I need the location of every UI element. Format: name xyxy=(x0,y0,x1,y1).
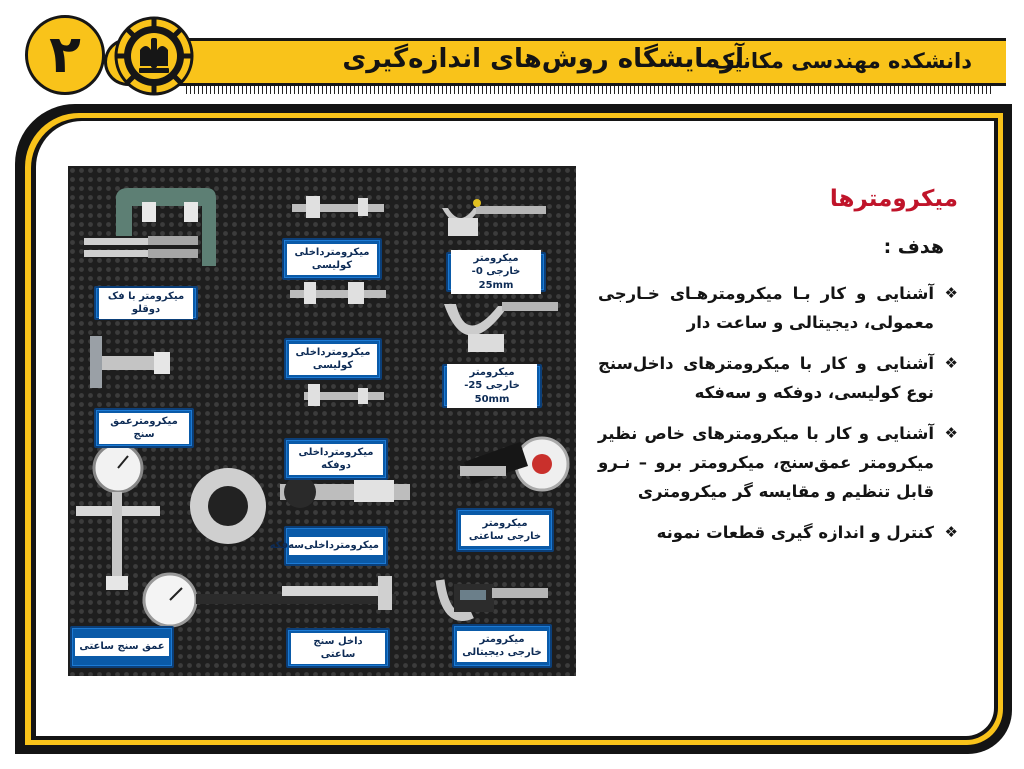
slide-number: ۲ xyxy=(25,15,105,95)
photo-label: میکرومترداخلی کولیسی xyxy=(282,238,382,280)
photo-label: میکرومترداخلی‌سه‌فکه xyxy=(284,526,388,566)
photo-label: عمق سنج ساعتی xyxy=(70,626,174,668)
photo-label: میکرومتر با فک دوقلو xyxy=(94,286,198,320)
bullet-marker-icon: ❖ xyxy=(944,424,958,442)
university-logo xyxy=(114,16,194,96)
goal-heading: هدف : xyxy=(883,236,944,258)
header-band xyxy=(104,38,1006,86)
bullet-marker-icon: ❖ xyxy=(944,284,958,302)
micrometer-board-photo xyxy=(68,166,576,676)
bullet-marker-icon: ❖ xyxy=(944,523,958,541)
department-name: دانشکده مهندسی مکانیک xyxy=(712,49,972,73)
header-ruler xyxy=(186,86,992,94)
photo-label: میکرومترداخلی کولیسی xyxy=(284,338,382,380)
goal-item: ❖ کنترل و اندازه گیری قطعات نمونه xyxy=(598,518,958,547)
goal-list xyxy=(598,279,958,559)
goal-item: ❖ آشنایی و کار بـا میکرومترهـای خـارجی معمولی، دیجیتالی و ساعت دار xyxy=(598,279,958,337)
photo-label: میکرومترعمق سنج xyxy=(94,408,194,448)
photo-label: میکرومترداخلی دوفکه xyxy=(284,438,388,480)
photo-label: میکرومتر خارجی 25-50mm xyxy=(442,364,542,408)
goal-item: ❖ آشنایی و کار با میکرومترهای داخل‌سنج نوع کولیسی، دوفکه و سه‌فکه xyxy=(598,349,958,407)
photo-label: میکرومتر خارجی ساعتی xyxy=(456,508,554,552)
photo-label: داخل سنج ساعتی xyxy=(286,628,390,668)
photo-label: میکرومتر خارجی 0-25mm xyxy=(446,252,546,292)
lab-title: آزمایشگاه روش‌های اندازه‌گیری xyxy=(342,44,744,74)
photo-label: میکرومتر خارجی دیجیتالی xyxy=(452,624,552,668)
section-title: میکرومترها xyxy=(829,186,958,212)
bullet-marker-icon: ❖ xyxy=(944,354,958,372)
goal-item: ❖ آشنایی و کار با میکرومترهای خاص نظیر میکرومتر عمق‌سنج، میکرومتر برو – نـرو قابل تنظیم و مقایسه گر میکرومتری xyxy=(598,419,958,506)
